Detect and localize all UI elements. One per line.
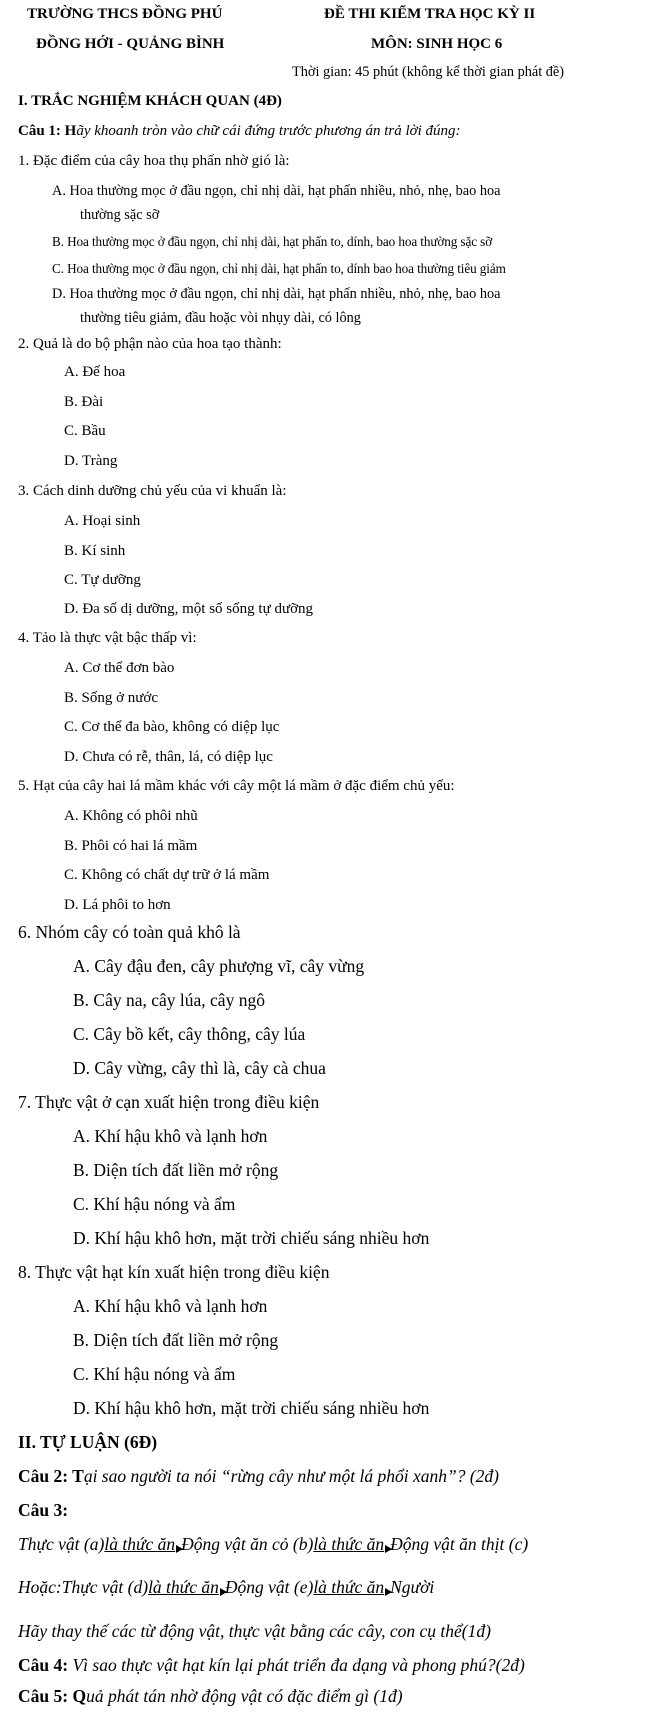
question-5: 5. Hạt của cây hai lá mầm khác với cây một lá mầm ở đặc điểm chủ yếu:: [18, 778, 455, 794]
cau2-line: [18, 1466, 499, 1486]
cau2-text: ại sao người ta nói “rừng cây như một lá phổi xanh”? (2đ): [83, 1466, 500, 1486]
cau5-label: Câu 5: Q: [18, 1686, 87, 1706]
q8-option-a: A. Khí hậu khô và lạnh hơn: [73, 1296, 268, 1316]
q7-option-b: B. Diện tích đất liền mở rộng: [73, 1160, 279, 1180]
chain2-link-1: là thức ăn: [148, 1577, 225, 1597]
q1-option-b: B. Hoa thường mọc ở đầu ngọn, chỉ nhị dài, hạt phấn to, dính, bao hoa thường sặc sỡ: [52, 234, 493, 249]
q4-option-a: A. Cơ thể đơn bào: [64, 660, 175, 676]
exam-title: ĐỀ THI KIỂM TRA HỌC KỲ II: [324, 6, 536, 22]
cau5-text: uả phát tán nhờ động vật có đặc điểm gì (1đ): [86, 1686, 403, 1706]
part1-title: I. TRẮC NGHIỆM KHÁCH QUAN (4Đ): [18, 93, 282, 109]
cau1-label: Câu 1: H: [18, 123, 77, 139]
chain1-link-1: là thức ăn: [104, 1534, 181, 1554]
chain2-consumer-1: Động vật (e): [224, 1577, 314, 1597]
q8-option-d: D. Khí hậu khô hơn, mặt trời chiếu sáng nhiều hơn: [73, 1398, 430, 1418]
food-chain-1: [18, 1534, 528, 1554]
chain1-producer: Thực vật (a): [18, 1534, 105, 1554]
q4-option-d: D. Chưa có rễ, thân, lá, có diệp lục: [64, 749, 273, 765]
chain2-producer: Hoặc:Thực vật (d): [18, 1577, 149, 1597]
q8-option-c: C. Khí hậu nóng và ẩm: [73, 1364, 236, 1384]
chain2-consumer-2: Người: [390, 1577, 435, 1597]
cau1-line: [18, 123, 461, 140]
q1-option-a-cont: thường sặc sỡ: [80, 207, 160, 223]
cau3-label: Câu 3:: [18, 1500, 69, 1520]
q7-option-c: C. Khí hậu nóng và ẩm: [73, 1194, 236, 1214]
q7-option-a: A. Khí hậu khô và lạnh hơn: [73, 1126, 268, 1146]
q3-option-a: A. Hoại sinh: [64, 513, 141, 529]
question-3: 3. Cách dinh dưỡng chủ yếu của vi khuẩn là:: [18, 483, 287, 499]
q6-option-b: B. Cây na, cây lúa, cây ngô: [73, 990, 265, 1010]
part2-title: II. TỰ LUẬN (6Đ): [18, 1432, 158, 1452]
q3-option-c: C. Tự dưỡng: [64, 572, 141, 588]
q4-option-b: B. Sống ở nước: [64, 690, 158, 706]
exam-time: Thời gian: 45 phút (không kể thời gian phát đề): [292, 64, 565, 80]
q1-option-d-cont: thường tiêu giảm, đầu hoặc vòi nhụy dài, có lông: [80, 310, 361, 326]
q3-option-d: D. Đa số dị dưỡng, một số sống tự dưỡng: [64, 601, 314, 617]
q2-option-a: A. Đế hoa: [64, 364, 126, 380]
q5-option-d: D. Lá phôi to hơn: [64, 897, 171, 913]
cau4-label: Câu 4:: [18, 1655, 69, 1675]
cau2-label: Câu 2: T: [18, 1466, 84, 1486]
chain1-consumer-2: Động vật ăn thịt (c): [390, 1534, 529, 1554]
question-7: 7. Thực vật ở cạn xuất hiện trong điều kiện: [18, 1092, 320, 1112]
question-2: 2. Quả là do bộ phận nào của hoa tạo thành:: [18, 336, 282, 352]
cau3-instruction: Hãy thay thế các từ động vật, thực vật bằng các cây, con cụ thể(1đ): [18, 1621, 491, 1641]
school-location: ĐỒNG HỚI - QUẢNG BÌNH: [36, 36, 225, 52]
cau5-line: [18, 1686, 403, 1706]
chain1-link-2: là thức ăn: [313, 1534, 390, 1554]
q6-option-c: C. Cây bồ kết, cây thông, cây lúa: [73, 1024, 306, 1044]
question-1: 1. Đặc điểm của cây hoa thụ phấn nhờ gió là:: [18, 153, 290, 169]
q1-option-d: D. Hoa thường mọc ở đầu ngọn, chỉ nhị dài, hạt phấn nhiều, nhỏ, nhẹ, bao hoa: [52, 286, 501, 302]
q5-option-a: A. Không có phôi nhũ: [64, 808, 198, 824]
q6-option-d: D. Cây vừng, cây thì là, cây cà chua: [73, 1058, 326, 1078]
school-name: TRƯỜNG THCS ĐỒNG PHÚ: [27, 6, 223, 22]
q4-option-c: C. Cơ thể đa bào, không có diệp lục: [64, 719, 280, 735]
q1-option-a: A. Hoa thường mọc ở đầu ngọn, chỉ nhị dài, hạt phấn nhiều, nhỏ, nhẹ, bao hoa: [52, 183, 501, 199]
exam-subject: MÔN: SINH HỌC 6: [371, 36, 503, 52]
q1-option-c: C. Hoa thường mọc ở đầu ngọn, chỉ nhị dài, hạt phấn to, dính bao hoa thường tiêu giảm: [52, 261, 506, 276]
q2-option-c: C. Bầu: [64, 423, 106, 439]
q8-option-b: B. Diện tích đất liền mở rộng: [73, 1330, 279, 1350]
chain1-consumer-1: Động vật ăn cỏ (b): [181, 1534, 314, 1554]
question-6: 6. Nhóm cây có toàn quả khô là: [18, 922, 241, 942]
food-chain-2: [18, 1577, 434, 1597]
cau1-instruction: ãy khoanh tròn vào chữ cái đứng trước phương án trả lời đúng:: [76, 123, 461, 139]
q6-option-a: A. Cây đậu đen, cây phượng vĩ, cây vừng: [73, 956, 365, 976]
chain2-link-2: là thức ăn: [313, 1577, 390, 1597]
q7-option-d: D. Khí hậu khô hơn, mặt trời chiếu sáng nhiều hơn: [73, 1228, 430, 1248]
q2-option-d: D. Tràng: [64, 453, 118, 469]
q5-option-b: B. Phôi có hai lá mầm: [64, 838, 198, 854]
question-4: 4. Tảo là thực vật bậc thấp vì:: [18, 630, 197, 646]
q5-option-c: C. Không có chất dự trữ ở lá mầm: [64, 867, 270, 883]
question-8: 8. Thực vật hạt kín xuất hiện trong điều kiện: [18, 1262, 330, 1282]
q3-option-b: B. Kí sinh: [64, 543, 126, 559]
cau4-line: [18, 1655, 525, 1675]
cau4-text: Vì sao thực vật hạt kín lại phát triển đa dạng và phong phú?(2đ): [68, 1655, 525, 1675]
q2-option-b: B. Đài: [64, 394, 104, 410]
